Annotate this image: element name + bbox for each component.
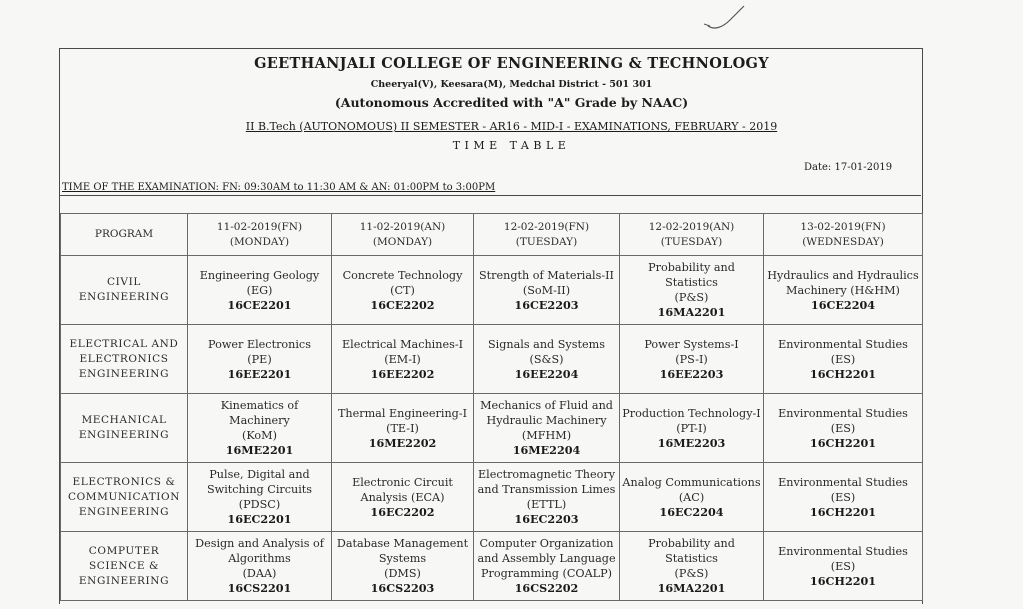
subject-line: (P&S) [674,291,709,304]
subject-code: 16CH2201 [809,435,877,450]
subject-code: 16EC2203 [514,512,579,526]
program-header: PROGRAM [61,214,188,256]
subject-cell [332,325,474,394]
program-cell [61,532,188,601]
subject-line: Power Electronics [208,337,311,351]
exam-title: II B.Tech (AUTONOMOUS) II SEMESTER - AR16 - MID-I - EXAMINATIONS, FEBRUARY - 2019 [245,120,778,133]
subject-code: 16CS2201 [227,581,292,595]
header-date: 11-02-2019(AN) [359,220,446,233]
subject-cell [764,463,923,532]
table-row [61,463,923,532]
college-name: GEETHANJALI COLLEGE OF ENGINEERING & TECHNOLOGY [254,55,769,72]
header-day: (WEDNESDAY) [802,235,884,248]
subject-code: 16EC2202 [370,504,435,519]
subject-line: Strength of Materials-II [479,268,614,282]
subject-cell [188,394,332,463]
subject-line: (ES) [830,352,856,366]
subject-line: (EG) [246,283,273,297]
subject-code: 16ME2201 [225,443,294,457]
table-row [61,256,923,325]
subject-cell [474,256,620,325]
table-row [61,325,923,394]
divider [59,195,921,196]
subject-line: (AC) [678,490,705,504]
subject-cell [620,256,764,325]
subject-cell [620,394,764,463]
subject-code: 16CS2203 [370,581,435,595]
subject-cell [474,463,620,532]
subject-line: Electromagnetic Theory [477,468,616,481]
subject-code: 16EE2204 [514,366,579,381]
subject-line: Probability and Statistics [648,261,735,289]
date-header [332,214,474,256]
program-name-line: ENGINEERING [78,367,170,380]
subject-line: Environmental Studies [778,475,908,489]
program-name-line: MECHANICAL [81,414,167,426]
subject-line: Algorithms [228,552,291,565]
subject-line: Pulse, Digital and [209,468,310,481]
subject-line: Concrete Technology [342,268,463,282]
subject-line: (S&S) [529,352,564,366]
subject-cell [188,256,332,325]
subject-line: (PE) [247,352,272,366]
program-name-line: ENGINEERING [78,291,170,303]
subject-line: Switching Circuits [206,483,313,496]
subject-code: 16CE2201 [227,297,292,312]
header-date: 12-02-2019(AN) [648,220,735,233]
subject-line: (ETTL) [526,498,567,511]
date-header [188,214,332,256]
subject-line: Systems [378,552,427,565]
signature-mark [700,4,750,32]
subject-cell [332,463,474,532]
subject-line: Environmental Studies [778,406,908,420]
subject-cell [764,394,923,463]
header-row [61,214,923,256]
subject-line: Design and Analysis of [195,537,324,550]
subject-line: Machinery (H&HM) [786,283,900,297]
subject-line: Production Technology-I [622,406,761,420]
header-date: 11-02-2019(FN) [216,220,303,233]
subject-cell [332,394,474,463]
subject-line: Electrical Machines-I [341,337,464,351]
subject-line: Thermal Engineering-I [337,406,468,420]
date-header [474,214,620,256]
subject-code: 16EC2204 [659,504,724,519]
program-name-line: ELECTRICAL AND [69,337,179,350]
accreditation: (Autonomous Accredited with "A" Grade by NAAC) [334,95,689,110]
subject-code: 16MA2201 [657,581,726,595]
subject-cell [764,325,923,394]
subject-line: and Assembly Language [477,552,616,565]
subject-line: Kinematics of Machinery [220,399,299,427]
subject-line: Engineering Geology [199,268,320,282]
program-name-line: SCIENCE & [88,559,159,572]
program-name-line: ENGINEERING [78,429,170,441]
subject-cell [188,532,332,601]
subject-line: (SoM-II) [522,283,571,297]
table-row [61,394,923,463]
subject-code: 16ME2204 [512,443,581,457]
subject-line: (MFHM) [521,429,572,442]
program-name-line: ELECTRONICS [79,352,169,365]
subject-code: 16CH2201 [809,366,877,381]
subject-code: 16ME2202 [368,435,437,450]
date-header [764,214,923,256]
subject-code: 16CE2202 [370,297,435,312]
subject-line: Programming (COALP) [480,567,612,580]
program-name-line: COMPUTER [88,544,160,557]
subject-line: Power Systems-I [644,337,739,351]
subject-cell [474,394,620,463]
subject-line: Hydraulic Machinery [486,414,607,427]
table-row [61,532,923,601]
subject-line: (DAA) [242,567,277,580]
subject-line: Hydraulics and Hydraulics [767,268,919,282]
subject-code: 16EE2203 [659,366,724,381]
subject-cell [332,532,474,601]
subject-line: Computer Organization [479,537,614,550]
program-cell [61,325,188,394]
header-day: (TUESDAY) [515,235,578,248]
subject-line: Environmental Studies [778,337,908,351]
subject-cell [188,325,332,394]
college-address: Cheeryal(V), Keesara(M), Medchal District - 501 301 [370,79,653,90]
subject-line: (P&S) [674,567,709,580]
date-header [620,214,764,256]
subject-line: Signals and Systems [488,337,605,351]
program-name-line: ENGINEERING [78,505,170,518]
subject-code: 16CH2201 [809,504,877,519]
program-name-line: CIVIL [107,276,141,288]
subject-line: (TE-I) [386,421,419,435]
subject-line: (CT) [390,283,415,297]
doc-type: TIME TABLE [452,139,571,152]
subject-line: Environmental Studies [778,544,908,558]
header-day: (MONDAY) [229,235,290,248]
subject-line: (EM-I) [384,352,421,366]
header-date: 12-02-2019(FN) [503,220,590,233]
header-day: (MONDAY) [372,235,433,248]
subject-line: (DMS) [384,567,421,580]
subject-cell [620,532,764,601]
subject-line: (KoM) [242,429,277,442]
subject-code: 16MA2201 [657,305,726,319]
exam-timing: TIME OF THE EXAMINATION: FN: 09:30AM to 11:30 AM & AN: 01:00PM to 3:00PM [62,182,496,193]
header-date: 13-02-2019(FN) [800,220,886,233]
subject-line: Analog Communications [622,475,761,489]
program-cell [61,394,188,463]
subject-cell [474,325,620,394]
subject-code: 16CH2201 [809,573,877,588]
program-name-line: ENGINEERING [78,574,170,587]
program-cell [61,463,188,532]
program-name-line: COMMUNICATION [67,490,181,503]
issue-date: Date: 17-01-2019 [804,162,893,173]
subject-line: (PS-I) [675,352,708,366]
subject-code: 16ME2203 [657,435,726,450]
subject-line: Mechanics of Fluid and [480,399,613,412]
subject-cell [764,532,923,601]
subject-line: Electronic Circuit [352,475,453,489]
subject-line: (ES) [830,490,856,504]
program-cell [61,256,188,325]
subject-cell [764,256,923,325]
subject-code: 16EC2201 [227,512,292,526]
subject-line: (ES) [830,421,856,435]
subject-code: 16CE2203 [514,297,579,312]
subject-cell [620,463,764,532]
subject-code: 16EE2201 [227,366,292,381]
subject-line: (PT-I) [676,421,707,435]
subject-code: 16EE2202 [370,366,435,381]
subject-cell [620,325,764,394]
subject-line: and Transmission Limes [477,483,616,496]
subject-line: Analysis (ECA) [360,490,445,504]
subject-cell [332,256,474,325]
subject-line: (ES) [830,559,856,573]
timetable [60,213,923,601]
subject-code: 16CS2202 [514,581,579,595]
subject-line: Database Management [336,537,469,550]
subject-line: Probability and Statistics [648,537,735,565]
program-name-line: ELECTRONICS & [72,475,176,488]
subject-cell [188,463,332,532]
header-day: (TUESDAY) [660,235,723,248]
subject-line: (PDSC) [238,498,281,511]
subject-cell [474,532,620,601]
subject-code: 16CE2204 [810,297,876,312]
